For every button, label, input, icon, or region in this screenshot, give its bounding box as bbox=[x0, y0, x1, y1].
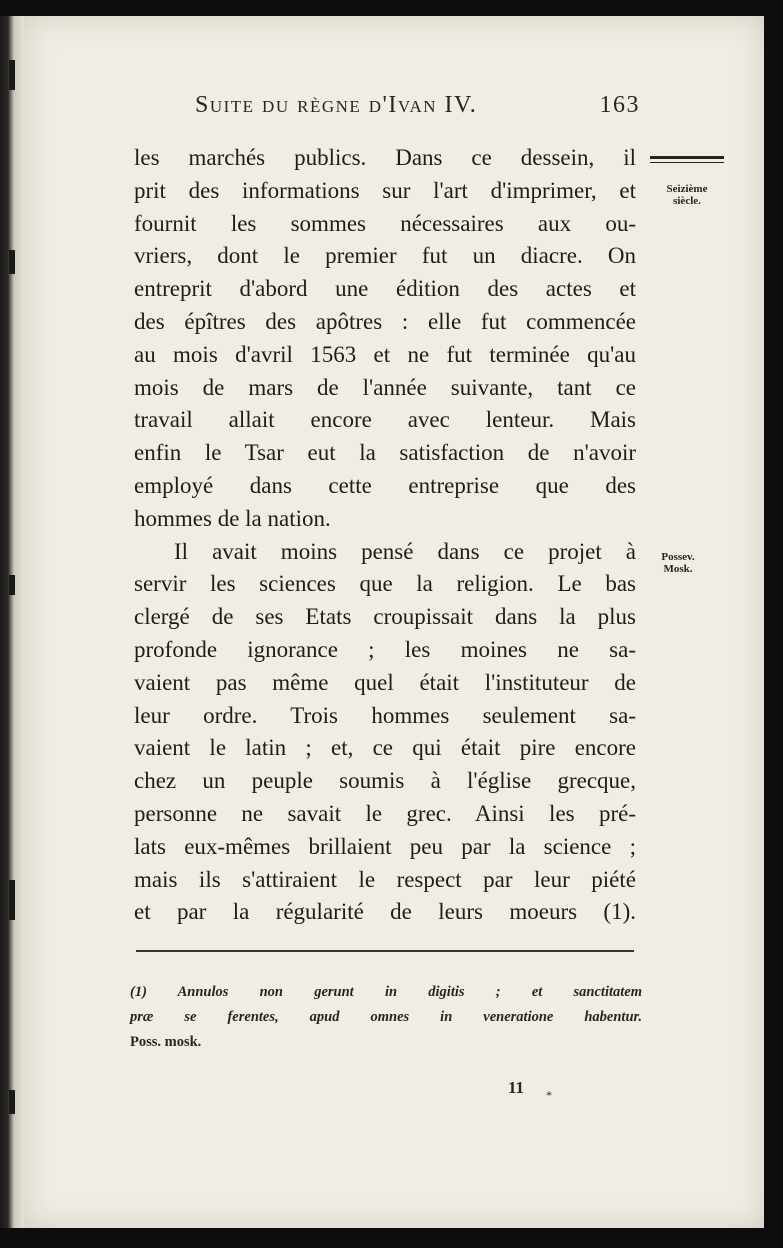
text-line: vaient le latin ; et, ce qui était pire encore bbox=[134, 735, 636, 761]
text-line: leur ordre. Trois hommes seulement sa- bbox=[134, 702, 636, 728]
margin-note-source bbox=[652, 551, 704, 575]
text-line: fournit les sommes nécessaires aux ou- bbox=[134, 210, 636, 236]
footnote bbox=[130, 980, 642, 1055]
signature-star: * bbox=[546, 1088, 552, 1102]
margin-note-source-line: Possev. bbox=[661, 551, 695, 563]
text-line: entreprit d'abord une édition des actes et bbox=[134, 276, 636, 302]
binding-mark bbox=[9, 250, 15, 274]
footnote-line: præ se ferentes, apud omnes in veneratione habentur. bbox=[130, 1009, 642, 1025]
margin-note-date-line: Seizième bbox=[666, 183, 708, 195]
text-line: clergé de ses Etats croupissait dans la plus bbox=[134, 604, 636, 630]
binding-mark bbox=[9, 575, 15, 595]
running-head bbox=[195, 92, 640, 126]
text-line: profonde ignorance ; les moines ne sa- bbox=[134, 636, 636, 662]
binding-mark bbox=[9, 60, 15, 90]
text-line: des épîtres des apôtres : elle fut commencée bbox=[134, 308, 636, 334]
text-line: vriers, dont le premier fut un diacre. On bbox=[134, 243, 636, 269]
text-line: les marchés publics. Dans ce dessein, il bbox=[134, 145, 636, 170]
margin-rule bbox=[650, 162, 724, 163]
binding-mark bbox=[9, 1090, 15, 1114]
text-line: employé dans cette entreprise que des bbox=[134, 472, 636, 498]
text-line: au mois d'avril 1563 et ne fut terminée qu'au bbox=[134, 341, 636, 367]
margin-note-source-line: Mosk. bbox=[663, 563, 693, 575]
paragraph-start-line: Il avait moins pensé dans ce projet à bbox=[174, 538, 636, 564]
text-line: enfin le Tsar eut la satisfaction de n'avoir bbox=[134, 440, 636, 466]
text-line: travail allait encore avec lenteur. Mais bbox=[134, 407, 636, 433]
signature-mark: 11 bbox=[508, 1078, 525, 1097]
text-line: hommes de la nation. bbox=[134, 505, 331, 531]
binding-edge bbox=[0, 16, 26, 1228]
text-line: chez un peuple soumis à l'église grecque, bbox=[134, 768, 636, 794]
text-line: mois de mars de l'année suivante, tant ce bbox=[134, 374, 636, 400]
text-line: vaient pas même quel était l'instituteur de bbox=[134, 669, 636, 695]
text-line: et par la régularité de leurs moeurs (1). bbox=[134, 899, 636, 925]
text-line: lats eux-mêmes brillaient peu par la science ; bbox=[134, 833, 636, 859]
margin-rule bbox=[650, 156, 724, 159]
text-line: personne ne savait le grec. Ainsi les pré- bbox=[134, 800, 636, 826]
text-line: servir les sciences que la religion. Le bas bbox=[134, 571, 636, 597]
page-number: 163 bbox=[599, 92, 640, 118]
text-line: prit des informations sur l'art d'imprimer, et bbox=[134, 177, 636, 203]
footnote-source: Poss. mosk. bbox=[130, 1034, 202, 1050]
footnote-line: (1) Annulos non gerunt in digitis ; et sanctitatem bbox=[130, 984, 642, 1000]
text-line: mais ils s'attiraient le respect par leur piété bbox=[134, 866, 636, 892]
main-text bbox=[134, 142, 636, 929]
margin-note-date bbox=[656, 183, 718, 207]
footnote-rule bbox=[136, 950, 634, 952]
running-head-title: Suite du règne d'Ivan IV. bbox=[195, 92, 478, 118]
binding-mark bbox=[9, 880, 15, 920]
margin-note-date-line: siècle. bbox=[673, 195, 701, 207]
